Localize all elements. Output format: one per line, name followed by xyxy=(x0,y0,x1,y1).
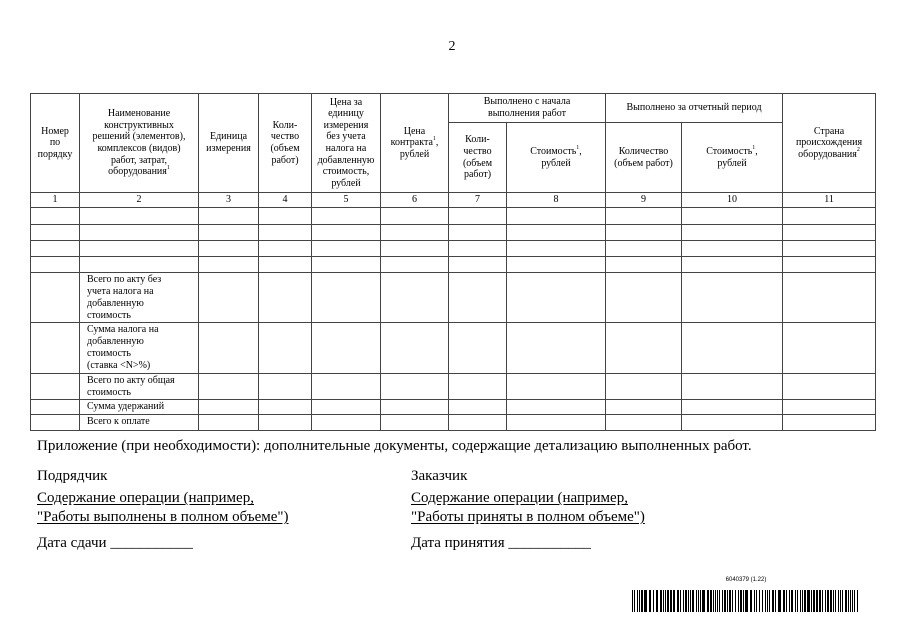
barcode-bar xyxy=(804,590,806,612)
empty-cell xyxy=(783,208,876,225)
barcode-bar xyxy=(845,590,847,612)
barcode-bar xyxy=(795,590,796,612)
barcode-bar xyxy=(692,590,694,612)
empty-cell xyxy=(80,241,199,257)
barcode-bar xyxy=(719,590,720,612)
column-number: 9 xyxy=(606,193,682,208)
summary-row-total-without-vat xyxy=(31,273,876,323)
empty-cell xyxy=(381,323,449,374)
empty-cell xyxy=(80,225,199,241)
empty-cell xyxy=(449,225,507,241)
barcode-bar xyxy=(835,590,836,612)
barcode-bar xyxy=(700,590,701,612)
barcode-bar xyxy=(743,590,744,612)
empty-cell xyxy=(606,241,682,257)
empty-cell xyxy=(31,374,80,400)
empty-cell xyxy=(312,208,381,225)
table-row xyxy=(31,241,876,257)
barcode-bar xyxy=(750,590,752,612)
footnote-mark: 1 xyxy=(432,135,436,142)
barcode-bar xyxy=(838,590,839,612)
header-period-cost-unit: , рублей xyxy=(717,145,758,169)
empty-cell xyxy=(312,225,381,241)
barcode-bar xyxy=(660,590,662,612)
empty-cell xyxy=(682,225,783,241)
barcode-bar xyxy=(842,590,843,612)
barcode-bar xyxy=(724,590,726,612)
summary-total-without-vat-label: Всего по акту без учета налога на добавленную стоимость xyxy=(80,273,199,323)
barcode-bar xyxy=(816,590,818,612)
barcode-bar xyxy=(727,590,728,612)
summary-row-total-cost xyxy=(31,374,876,400)
empty-cell xyxy=(606,273,682,323)
header-contract-price-unit: , рублей xyxy=(399,137,439,160)
empty-cell xyxy=(682,208,783,225)
empty-cell xyxy=(449,273,507,323)
header-period-cost-text: Стоимость xyxy=(706,145,753,157)
empty-cell xyxy=(381,257,449,273)
barcode-bar xyxy=(852,590,853,612)
header-unit: Единица измерения xyxy=(199,94,259,193)
footnote-mark: 1 xyxy=(576,144,580,151)
page-number: 2 xyxy=(448,39,456,54)
empty-cell xyxy=(31,225,80,241)
barcode-bar xyxy=(738,590,739,612)
table-header-row-top xyxy=(31,94,876,123)
table-row xyxy=(31,225,876,241)
column-number: 5 xyxy=(312,193,381,208)
barcode-bar xyxy=(765,590,766,612)
column-number: 6 xyxy=(381,193,449,208)
empty-cell xyxy=(606,415,682,431)
empty-cell xyxy=(682,241,783,257)
barcode-bar xyxy=(775,590,776,612)
barcode-bar xyxy=(857,590,858,612)
header-since-start-cost-unit: , рублей xyxy=(541,145,582,169)
barcode-bar xyxy=(740,590,742,612)
barcode-bar xyxy=(722,590,723,612)
empty-cell xyxy=(199,225,259,241)
barcode-bar xyxy=(656,590,658,612)
empty-cell xyxy=(682,400,783,415)
header-contract-price-text: Цена контракта xyxy=(390,125,433,149)
empty-cell xyxy=(312,374,381,400)
barcode-bar xyxy=(797,590,798,612)
barcode-bar xyxy=(819,590,821,612)
empty-cell xyxy=(312,241,381,257)
header-quantity: Коли- чество (объем работ) xyxy=(259,94,312,193)
empty-cell xyxy=(449,241,507,257)
table-row xyxy=(31,257,876,273)
empty-cell xyxy=(606,374,682,400)
barcode-bar xyxy=(850,590,851,612)
empty-cell xyxy=(682,273,783,323)
footnote-mark: 1 xyxy=(752,144,756,151)
header-period-cost xyxy=(682,123,783,193)
header-since-start-cost-text: Стоимость xyxy=(530,145,577,157)
barcode-bar xyxy=(854,590,855,612)
empty-cell xyxy=(199,241,259,257)
empty-cell xyxy=(259,415,312,431)
barcode-bar xyxy=(789,590,790,612)
empty-cell xyxy=(507,208,606,225)
barcode-bar xyxy=(783,590,785,612)
barcode-bar xyxy=(767,590,768,612)
empty-cell xyxy=(606,257,682,273)
empty-cell xyxy=(259,400,312,415)
empty-cell xyxy=(783,225,876,241)
empty-cell xyxy=(80,257,199,273)
empty-cell xyxy=(606,225,682,241)
barcode-bar xyxy=(639,590,640,612)
barcode-bar xyxy=(637,590,638,612)
empty-cell xyxy=(199,415,259,431)
barcode xyxy=(632,590,860,612)
barcode-bar xyxy=(670,590,672,612)
empty-cell xyxy=(259,225,312,241)
barcode-bar xyxy=(677,590,679,612)
empty-cell xyxy=(449,323,507,374)
header-period-quantity: Количество (объем работ) xyxy=(606,123,682,193)
barcode-bar xyxy=(688,590,689,612)
barcode-bar xyxy=(778,590,781,612)
empty-cell xyxy=(449,374,507,400)
barcode-bar xyxy=(840,590,841,612)
appendix-note: Приложение (при необходимости): дополнительные документы, содержащие детализацию выполненных работ. xyxy=(37,438,752,454)
empty-cell xyxy=(507,225,606,241)
barcode-bar xyxy=(696,590,697,612)
barcode-bar xyxy=(685,590,687,612)
barcode-bar xyxy=(707,590,709,612)
empty-cell xyxy=(507,400,606,415)
empty-cell xyxy=(312,323,381,374)
summary-amount-due-label: Всего к оплате xyxy=(80,415,199,431)
barcode-bar xyxy=(732,590,733,612)
empty-cell xyxy=(312,257,381,273)
barcode-bar xyxy=(665,590,666,612)
barcode-bar xyxy=(800,590,801,612)
barcode-bar xyxy=(825,590,826,612)
contractor-role: Подрядчик xyxy=(37,468,108,484)
barcode-bar xyxy=(759,590,760,612)
barcode-bar xyxy=(827,590,829,612)
barcode-bar xyxy=(680,590,681,612)
barcode-bar xyxy=(715,590,716,612)
empty-cell xyxy=(381,241,449,257)
column-number: 2 xyxy=(80,193,199,208)
header-contract-price xyxy=(381,94,449,193)
barcode-bar xyxy=(649,590,651,612)
empty-cell xyxy=(259,241,312,257)
empty-cell xyxy=(682,257,783,273)
barcode-bar xyxy=(807,590,810,612)
empty-cell xyxy=(449,400,507,415)
empty-cell xyxy=(31,241,80,257)
barcode-bar xyxy=(848,590,849,612)
column-number: 8 xyxy=(507,193,606,208)
empty-cell xyxy=(312,273,381,323)
barcode-bar xyxy=(634,590,635,612)
barcode-bar xyxy=(653,590,654,612)
header-country-of-origin xyxy=(783,94,876,193)
contractor-operation-line2: "Работы выполнены в полном объеме") xyxy=(37,509,289,525)
barcode-bar xyxy=(762,590,763,612)
barcode-bar xyxy=(769,590,770,612)
barcode-bar xyxy=(641,590,643,612)
empty-cell xyxy=(783,415,876,431)
empty-cell xyxy=(259,273,312,323)
empty-cell xyxy=(31,208,80,225)
contractor-date: Дата сдачи ___________ xyxy=(37,535,193,551)
empty-cell xyxy=(507,273,606,323)
header-country-of-origin-text: Страна происхождения оборудования xyxy=(795,125,863,160)
barcode-bar xyxy=(729,590,731,612)
barcode-bar xyxy=(663,590,664,612)
header-row-number: Номер по порядку xyxy=(31,94,80,193)
header-group-since-start: Выполнено с начала выполнения работ xyxy=(449,94,606,123)
empty-cell xyxy=(259,208,312,225)
empty-cell xyxy=(199,208,259,225)
empty-cell xyxy=(31,323,80,374)
empty-cell xyxy=(381,374,449,400)
column-number: 1 xyxy=(31,193,80,208)
empty-cell xyxy=(783,273,876,323)
barcode-bar xyxy=(833,590,834,612)
empty-cell xyxy=(381,273,449,323)
column-number: 10 xyxy=(682,193,783,208)
summary-row-deductions xyxy=(31,400,876,415)
empty-cell xyxy=(199,257,259,273)
empty-cell xyxy=(507,323,606,374)
empty-cell xyxy=(507,415,606,431)
barcode-bar xyxy=(632,590,633,612)
barcode-bar xyxy=(772,590,774,612)
empty-cell xyxy=(31,415,80,431)
column-number: 3 xyxy=(199,193,259,208)
empty-cell xyxy=(381,225,449,241)
barcode-bar xyxy=(717,590,718,612)
empty-cell xyxy=(259,323,312,374)
barcode-bar xyxy=(690,590,691,612)
barcode-bar xyxy=(710,590,712,612)
empty-cell xyxy=(507,241,606,257)
summary-row-vat-amount xyxy=(31,323,876,374)
summary-deductions-label: Сумма удержаний xyxy=(80,400,199,415)
header-since-start-quantity: Коли- чество (объем работ) xyxy=(449,123,507,193)
barcode-bar xyxy=(802,590,803,612)
customer-operation-line1: Содержание операции (например, xyxy=(411,490,628,506)
empty-cell xyxy=(682,415,783,431)
barcode-bar xyxy=(683,590,684,612)
empty-cell xyxy=(31,257,80,273)
customer-operation-line2: "Работы приняты в полном объеме") xyxy=(411,509,645,525)
empty-cell xyxy=(783,257,876,273)
empty-cell xyxy=(312,400,381,415)
customer-date: Дата принятия ___________ xyxy=(411,535,591,551)
barcode-label: 6040379 (1.22) xyxy=(725,577,767,583)
barcode-bar xyxy=(811,590,812,612)
barcode-bar xyxy=(813,590,815,612)
empty-cell xyxy=(199,273,259,323)
header-group-reporting-period: Выполнено за отчетный период xyxy=(606,94,783,123)
barcode-bar xyxy=(698,590,699,612)
barcode-bar xyxy=(754,590,755,612)
empty-cell xyxy=(783,400,876,415)
barcode-bar xyxy=(713,590,714,612)
empty-cell xyxy=(259,257,312,273)
empty-cell xyxy=(606,208,682,225)
empty-cell xyxy=(507,374,606,400)
barcode-bar xyxy=(791,590,793,612)
empty-cell xyxy=(381,208,449,225)
empty-cell xyxy=(80,208,199,225)
empty-cell xyxy=(449,208,507,225)
barcode-bar xyxy=(786,590,787,612)
barcode-bar xyxy=(822,590,823,612)
footnote-mark: 1 xyxy=(166,164,170,171)
footnote-mark: 2 xyxy=(856,147,860,154)
empty-cell xyxy=(381,400,449,415)
empty-cell xyxy=(259,374,312,400)
empty-cell xyxy=(199,374,259,400)
empty-cell xyxy=(783,241,876,257)
header-item-name-text: Наименование конструктивных решений (элементов), комплексов (видов) работ, затрат, оборудования xyxy=(92,108,186,178)
empty-cell xyxy=(199,323,259,374)
empty-cell xyxy=(507,257,606,273)
header-item-name xyxy=(80,94,199,193)
barcode-bar xyxy=(644,590,647,612)
barcode-bar xyxy=(673,590,675,612)
empty-cell xyxy=(31,273,80,323)
header-unit-price: Цена за единицу измерения без учета налога на добавленную стоимость, рублей xyxy=(312,94,381,193)
empty-cell xyxy=(312,415,381,431)
empty-cell xyxy=(31,400,80,415)
empty-cell xyxy=(199,400,259,415)
barcode-bar xyxy=(702,590,705,612)
contractor-operation-line1: Содержание операции (например, xyxy=(37,490,254,506)
barcode-bar xyxy=(735,590,736,612)
barcode-bar xyxy=(667,590,669,612)
empty-cell xyxy=(783,323,876,374)
column-number: 4 xyxy=(259,193,312,208)
barcode-bar xyxy=(745,590,748,612)
empty-cell xyxy=(606,323,682,374)
summary-total-cost-label: Всего по акту общая стоимость xyxy=(80,374,199,400)
empty-cell xyxy=(606,400,682,415)
barcode-bar xyxy=(756,590,757,612)
empty-cell xyxy=(449,415,507,431)
empty-cell xyxy=(682,374,783,400)
header-since-start-cost xyxy=(507,123,606,193)
summary-row-amount-due xyxy=(31,415,876,431)
table-row xyxy=(31,208,876,225)
barcode-bar xyxy=(830,590,832,612)
column-number: 7 xyxy=(449,193,507,208)
empty-cell xyxy=(783,374,876,400)
customer-role: Заказчик xyxy=(411,468,468,484)
column-numbers-row xyxy=(31,193,876,208)
empty-cell xyxy=(682,323,783,374)
empty-cell xyxy=(449,257,507,273)
column-number: 11 xyxy=(783,193,876,208)
summary-vat-amount-label: Сумма налога на добавленную стоимость (ставка <N>%) xyxy=(80,323,199,374)
work-act-table xyxy=(30,93,876,431)
empty-cell xyxy=(381,415,449,431)
